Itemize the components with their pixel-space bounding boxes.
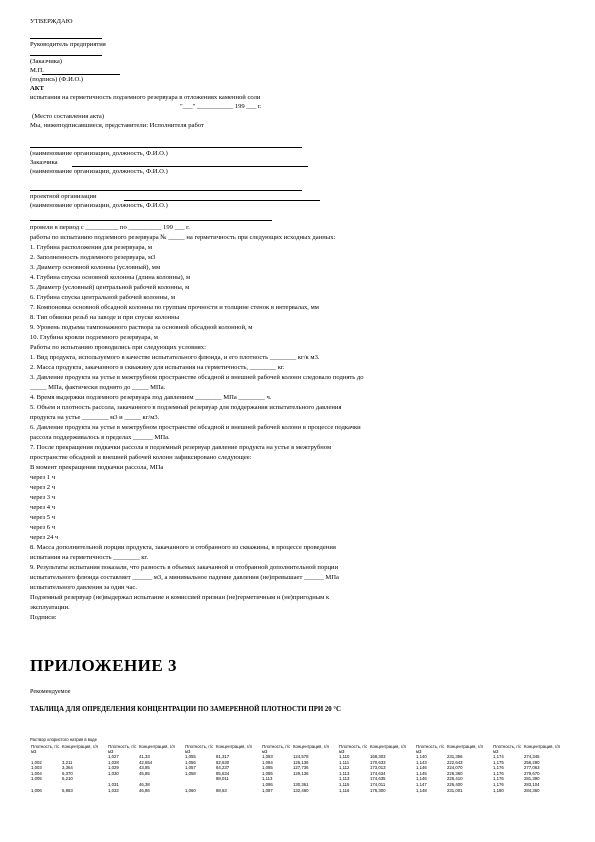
act-item: рассола поддерживалось в пределах ______ МПа.	[30, 434, 170, 441]
table-cell: 1,004	[31, 770, 42, 776]
act-item: 4. Время выдержки подземного резервуара под давлением ________ МПа ________ ч.	[30, 394, 272, 401]
table-cell: 6,370	[62, 770, 73, 776]
table-cell: 88,63	[216, 787, 227, 793]
act-item: 2. Заполненность подземного резервуара, м3	[30, 254, 156, 261]
table-cell: 170,633	[370, 759, 386, 765]
table-cell: 1,180	[493, 787, 504, 793]
table-title: ТАБЛИЦА ДЛЯ ОПРЕДЕЛЕНИЯ КОНЦЕНТРАЦИИ ПО ЗАМЕРЕННОЙ ПЛОТНОСТИ ПРИ 20 °С	[30, 706, 341, 713]
table-cell: 46,38	[139, 781, 150, 787]
approve-sign: (подпись) (Ф.И.О.)	[30, 76, 84, 83]
column-header: Плотность, г/с м3	[493, 744, 522, 754]
table-cell: 41,33	[139, 754, 150, 759]
table-cell: 1,086	[262, 781, 273, 787]
table-cell: 1,085	[262, 770, 273, 776]
table-cell: 174,635	[370, 776, 386, 782]
act-item: через 24 ч	[30, 534, 59, 541]
act-date: "___" ___________ 199 ___ г.	[180, 103, 262, 110]
table-cell: 231,001	[447, 787, 463, 793]
act-item: через 2 ч	[30, 484, 56, 491]
table-cell: 6,210	[62, 776, 73, 782]
table-cell: 222,643	[447, 759, 463, 765]
act-item: через 6 ч	[30, 524, 56, 531]
approve-role: Руководитель предприятия	[30, 41, 106, 48]
table-cell: 84,237	[216, 765, 230, 771]
table-cell: 1,057	[185, 765, 196, 771]
table-cell: 274,345	[524, 754, 540, 759]
table-cell: 1,174	[493, 754, 504, 759]
act-item: В момент прекращения подкачки рассола, МПа	[30, 464, 164, 471]
column-header: Концентрация, г/л	[370, 744, 407, 749]
column-header: Концентрация, г/л	[216, 744, 253, 749]
fill-line	[30, 190, 302, 191]
density-grid	[30, 744, 570, 793]
table-cell: 1,143	[416, 759, 427, 765]
table-cell: 1,029	[108, 765, 119, 771]
table-cell: 1,084	[262, 759, 273, 765]
table-cell: 43,85	[139, 765, 150, 771]
table-cell: 1,176	[493, 765, 504, 771]
column-header: Концентрация, г/л	[524, 744, 561, 749]
table-cell: 281,390	[524, 776, 540, 782]
column-header: Концентрация, г/л	[293, 744, 330, 749]
table-cell: 1,175	[493, 759, 504, 765]
table-cell: 1,140	[416, 754, 427, 759]
table-cell: 130,361	[293, 781, 309, 787]
act-item: 4. Глубина спуска основной колонны (длина колонны), м	[30, 274, 191, 281]
table-cell: 1,058	[185, 770, 196, 776]
table-cell: 85,634	[216, 770, 230, 776]
table-cell: 45,85	[139, 770, 150, 776]
column-header: Концентрация, г/л	[139, 744, 176, 749]
table-cell: 226,360	[447, 770, 463, 776]
fill-line	[30, 220, 272, 221]
act-parties: Мы, нижеподписавшиеся, представители: Исполнителя работ	[30, 122, 204, 129]
act-item: 3. Диаметр основной колонны (условный), мм	[30, 264, 161, 271]
table-cell: 256,290	[524, 759, 540, 765]
table-cell: 1,032	[108, 787, 119, 793]
act-place: (Место составления акта)	[32, 113, 105, 120]
table-cell: 1,056	[185, 759, 196, 765]
table-cell: 226,410	[447, 776, 463, 782]
column-header: Плотность, г/с м3	[185, 744, 214, 754]
table-cell: 1,116	[339, 787, 350, 793]
act-item: продукта на устье ________ м3 и _____ кг/м3.	[30, 414, 160, 421]
table-cell: 1,148	[416, 787, 427, 793]
table-cell: 279,670	[524, 770, 540, 776]
table-cell: 1,147	[416, 781, 427, 787]
table-cell: 1,111	[339, 759, 350, 765]
table-cell: 88,011	[216, 776, 229, 782]
column-header: Плотность, г/с м3	[339, 744, 368, 754]
table-cell: 1,146	[416, 765, 427, 771]
table-cell: 277,063	[524, 765, 540, 771]
table-cell: 46,86	[139, 787, 150, 793]
table-cell: 1,146	[416, 776, 427, 782]
table-cell: 1,113	[339, 776, 350, 782]
table-row	[30, 788, 570, 794]
act-item: через 5 ч	[30, 514, 56, 521]
table-cell: 224,070	[447, 765, 463, 771]
act-item: испытательного давления за один час.	[30, 584, 137, 591]
table-cell: 1,083	[262, 754, 273, 759]
act-item: через 3 ч	[30, 494, 56, 501]
table-cell: 231,356	[447, 754, 463, 759]
table-header-row	[30, 744, 570, 754]
act-item: 7. Компоновка основной обсадной колонны по группам прочности и толщине стенок в интервалах, мм	[30, 304, 319, 311]
table-cell: 1,113	[262, 776, 273, 782]
act-item: 5. Объем и плотность рассола, закачанного в подземный резервуар для поддержания испытательного давления	[30, 404, 342, 411]
act-item: 1. Глубина расположения для резервуара, м	[30, 244, 153, 251]
table-cell: 82,630	[216, 759, 230, 765]
act-item: 9. Уровень подъема тампонажного раствора за основной обсадной колонной, м	[30, 324, 253, 331]
table-cell: 173,013	[370, 765, 386, 771]
act-item: Работы по испытанию проводились при следующих условиях:	[30, 344, 206, 351]
table-cell: 174,634	[370, 770, 386, 776]
act-item: через 1 ч	[30, 474, 56, 481]
appendix-title: ПРИЛОЖЕНИЕ 3	[30, 656, 177, 675]
sign-line	[30, 55, 102, 56]
act-item: Подписи:	[30, 614, 57, 621]
act-org1: (наименование организации, должность, Ф.И.О.)	[30, 150, 168, 157]
act-item: через 4 ч	[30, 504, 56, 511]
table-cell: 226,400	[447, 781, 463, 787]
table-cell: 126,136	[293, 759, 309, 765]
table-cell: 3,364	[62, 765, 73, 771]
act-org2: (наименование организации, должность, Ф.И.О.)	[30, 168, 168, 175]
approve-title: УТВЕРЖДАЮ	[30, 18, 73, 25]
act-item: Подземный резервуар (не)выдержал испытание и комиссией признан (не)герметичным и (не)пригодным к	[30, 594, 330, 601]
table-caption: Раствор хлористого натрия в воде	[30, 737, 97, 742]
act-subject: испытания на герметичность подземного резервуара в отложениях каменной соли	[30, 94, 261, 101]
table-cell: 81,317	[216, 754, 230, 759]
table-cell: 1,030	[108, 770, 119, 776]
table-cell: 127,736	[293, 765, 309, 771]
table-cell: 284,360	[524, 787, 540, 793]
table-cell: 42,654	[139, 759, 153, 765]
fill-line	[72, 166, 308, 167]
table-cell: 1,003	[31, 765, 42, 771]
table-cell: 1,087	[262, 787, 273, 793]
act-item: 2. Масса продукта, закачанного в скважину для испытания на герметичность, ________ кг.	[30, 364, 285, 371]
table-cell: 1,005	[31, 776, 42, 782]
table-cell: 1,115	[339, 781, 350, 787]
act-intro: работы по испытанию подземного резервуара № _____ на герметичность при следующих исходных данных:	[30, 234, 336, 241]
act-item: 1. Вид продукта, используемого в качестве испытательного флюида, и его плотность ________ кг/к м3.	[30, 354, 320, 361]
act-item: 5. Диаметр (условный) центральной рабочей колонны, м	[30, 284, 190, 291]
act-org3: (наименование организации, должность, Ф.И.О.)	[30, 202, 168, 209]
act-item: 6. Глубина спуска центральной рабочей колонны, м	[30, 294, 176, 301]
table-cell: 1,112	[339, 765, 350, 771]
approve-customer: (Заказчика)	[30, 58, 62, 65]
fill-line	[30, 147, 302, 148]
approve-mp: М.П.	[30, 67, 44, 74]
sign-line	[30, 38, 102, 39]
table-cell: 1,113	[339, 770, 350, 776]
act-item: _____ МПа, фактически поднято до _____ МПа.	[30, 384, 166, 391]
table-cell: 1,031	[108, 781, 119, 787]
act-design-label: проектной организации	[30, 193, 97, 200]
table-cell: 174,011	[370, 781, 386, 787]
column-header: Концентрация, г/л	[62, 744, 99, 749]
sign-line	[42, 74, 120, 75]
table-cell: 1,176	[493, 776, 504, 782]
table-cell: 176,300	[370, 787, 386, 793]
table-cell: 1,110	[339, 754, 350, 759]
table-cell: 1,006	[31, 787, 42, 793]
act-title: АКТ	[30, 85, 44, 92]
table-cell: 1,060	[185, 787, 196, 793]
act-item: 8. Масса дополнительной порции продукта, закачанного и отобранного из скважины, в процессе проведения	[30, 544, 336, 551]
column-header: Плотность, г/с м3	[416, 744, 445, 754]
table-cell: 1,055	[185, 754, 196, 759]
column-header: Плотность, г/с м3	[262, 744, 291, 754]
table-cell: 129,136	[293, 770, 309, 776]
table-cell: 124,578	[293, 754, 309, 759]
table-cell: 1,145	[416, 770, 427, 776]
act-item: испытания на герметичность ________ кг.	[30, 554, 149, 561]
table-cell: 1,085	[262, 765, 273, 771]
table-cell: 1,027	[108, 754, 119, 759]
column-header: Плотность, г/с м3	[31, 744, 60, 754]
act-item: испытательного флюида составляет ______ м3, а минимальное падение давления (не)превышает ______ МПа	[30, 574, 339, 581]
table-cell: 168,303	[370, 754, 386, 759]
table-cell: 132,460	[293, 787, 309, 793]
act-item: 7. После прекращения подкачки рассола в подземный резервуар давление продукта на устье в межтрубном	[30, 444, 332, 451]
table-cell: 1,002	[31, 759, 42, 765]
table-cell: 283,104	[524, 781, 540, 787]
act-item: 3. Давление продукта на устье в межтрубном пространстве обсадной и внешней рабочей колонн следовало поднять до	[30, 374, 364, 381]
act-item: эксплуатации.	[30, 604, 70, 611]
act-item: пространстве обсадной и внешней рабочей колонн зафиксировано следующее:	[30, 454, 252, 461]
density-table	[30, 737, 570, 793]
act-period: провели в период с __________ по __________ 199 ___ г.	[30, 224, 190, 231]
column-header: Плотность, г/с м3	[108, 744, 137, 754]
table-cell: 6,863	[62, 787, 73, 793]
table-cell: 1,176	[493, 770, 504, 776]
table-cell: 1,176	[493, 781, 504, 787]
act-item: 8. Тип обвязки резьб на заводе и при спуске колонны	[30, 314, 180, 321]
table-cell: 1,028	[108, 759, 119, 765]
act-customer-label: Заказчика	[30, 159, 58, 166]
appendix-status: Рекомендуемое	[30, 688, 71, 695]
act-item: 10. Глубина кровли подземного резервуара, м	[30, 334, 158, 341]
act-item: 9. Результаты испытания показали, что разность в объемах закачанной и отобранной дополнительной порции	[30, 564, 339, 571]
act-item: 6. Давление продукта на устье в межтрубном пространстве обсадной и внешней рабочей колонн в процессе подкачки	[30, 424, 361, 431]
table-cell: 3,211	[62, 759, 73, 765]
column-header: Концентрация, г/л	[447, 744, 484, 749]
fill-line	[124, 200, 320, 201]
